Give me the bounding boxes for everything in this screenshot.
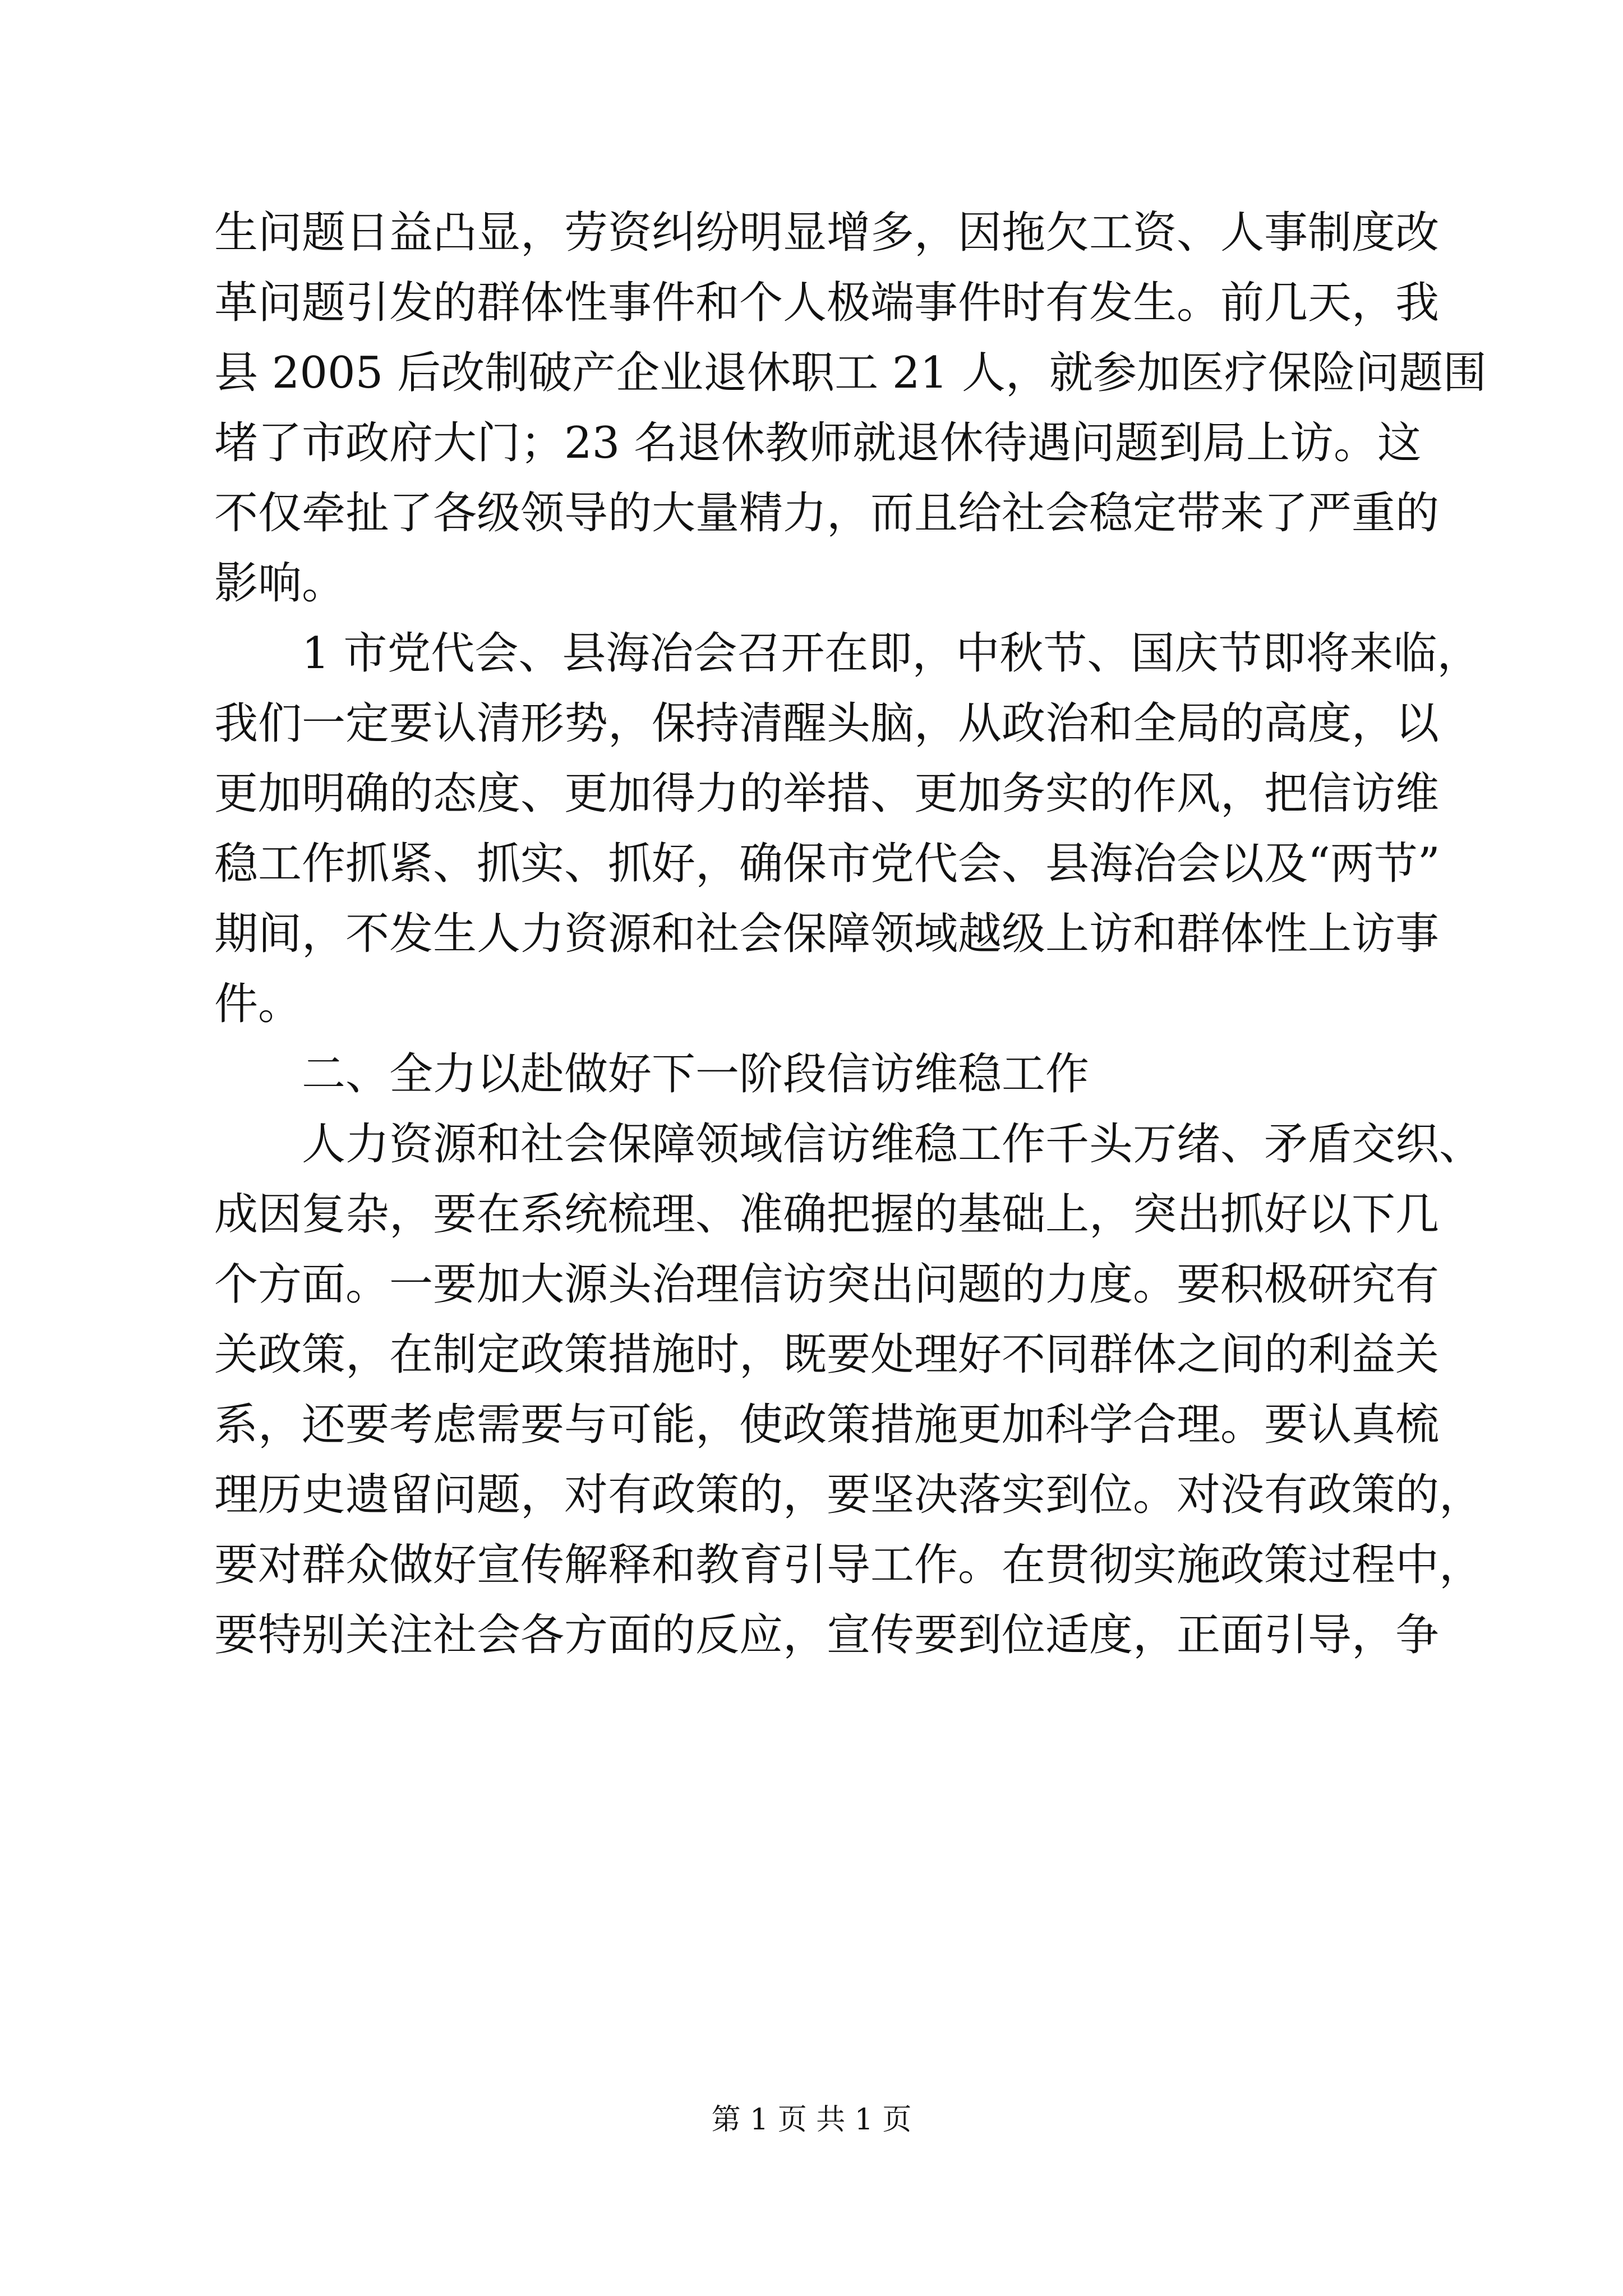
body-line: 期间，不发生人力资源和社会保障领域越级上访和群体性上访事	[214, 909, 1440, 959]
body-line: 要特别关注社会各方面的反应，宣传要到位适度，正面引导，争	[214, 1610, 1440, 1660]
body-line: 堵了市政府大门；23 名退休教师就退休待遇问题到局上访。这	[214, 418, 1422, 468]
body-line: 要对群众做好宣传解释和教育引导工作。在贯彻实施政策过程中，	[214, 1540, 1483, 1590]
body-line: 人力资源和社会保障领域信访维稳工作千头万绪、矛盾交织、	[302, 1119, 1483, 1170]
body-line: 稳工作抓紧、抓实、抓好，确保市党代会、县海冶会以及“两节”	[214, 839, 1440, 889]
body-line: 不仅牵扯了各级领导的大量精力，而且给社会稳定带来了严重的	[214, 488, 1440, 539]
body-line: 关政策，在制定政策措施时，既要处理好不同群体之间的利益关	[214, 1329, 1440, 1380]
section-heading: 二、全力以赴做好下一阶段信访维稳工作	[302, 1049, 1090, 1099]
body-line: 个方面。一要加大源头治理信访突出问题的力度。要积极研究有	[214, 1259, 1440, 1310]
body-line: 革问题引发的群体性事件和个人极端事件时有发生。前几天，我	[214, 278, 1440, 328]
body-line: 件。	[214, 979, 302, 1029]
body-line: 理历史遗留问题，对有政策的，要坚决落实到位。对没有政策的，	[214, 1470, 1483, 1520]
body-line: 我们一定要认清形势，保持清醒头脑，从政治和全局的高度，以	[214, 698, 1440, 749]
body-line: 1 市党代会、县海冶会召开在即，中秋节、国庆节即将来临，	[302, 628, 1481, 679]
body-line: 县 2005 后改制破产企业退休职工 21 人，就参加医疗保险问题围	[214, 348, 1487, 398]
body-line: 更加明确的态度、更加得力的举措、更加务实的作风，把信访维	[214, 769, 1440, 819]
body-line: 生问题日益凸显，劳资纠纷明显增多，因拖欠工资、人事制度改	[214, 208, 1440, 258]
body-line: 成因复杂，要在系统梳理、准确把握的基础上，突出抓好以下几	[214, 1189, 1440, 1240]
body-line: 影响。	[214, 558, 346, 609]
page-number-footer: 第 1 页 共 1 页	[711, 2103, 912, 2137]
body-line: 系，还要考虑需要与可能，使政策措施更加科学合理。要认真梳	[214, 1400, 1440, 1450]
